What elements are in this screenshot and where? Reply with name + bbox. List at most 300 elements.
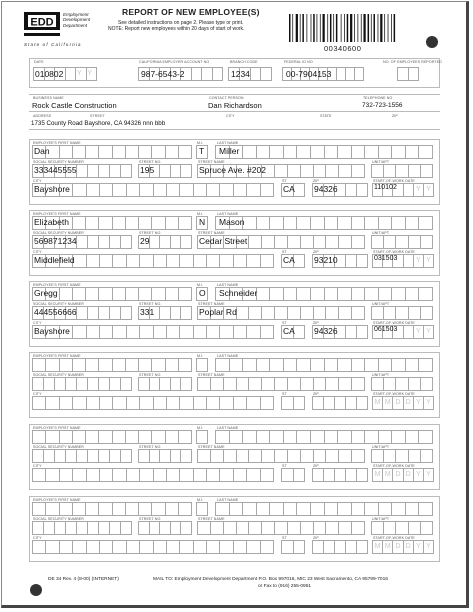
contact-value[interactable]: Dan Richardson (208, 101, 262, 110)
char-cell (334, 468, 345, 482)
street-name-value[interactable]: Poplar Rd (199, 307, 237, 317)
mi-value[interactable]: O (199, 288, 206, 298)
unit-boxes[interactable] (371, 449, 433, 462)
char-cell (408, 306, 420, 320)
street-number-label: STREET NO. (139, 445, 162, 449)
char-cell (120, 449, 132, 463)
zip-value[interactable]: 94326 (314, 184, 338, 194)
street-number-label: STREET NO. (139, 373, 162, 377)
char-cell (325, 377, 338, 391)
char-cell (403, 183, 413, 197)
char-cell (165, 358, 178, 372)
char-cell (256, 287, 270, 301)
street-name-value[interactable]: Spruce Ave. #202 (199, 165, 266, 175)
last-name-boxes[interactable] (215, 502, 433, 515)
char-cell (98, 377, 109, 391)
char-cell (206, 540, 219, 554)
char-cell (223, 521, 236, 535)
city-boxes[interactable] (32, 540, 274, 553)
char-cell (378, 430, 392, 444)
street-name-boxes[interactable] (197, 377, 365, 390)
char-cell (310, 358, 324, 372)
unit-boxes[interactable] (371, 306, 433, 319)
first-name-label: EMPLOYEE'S FIRST NAME (33, 354, 81, 358)
char-cell (120, 235, 132, 249)
city-value[interactable]: Bayshore (34, 326, 70, 336)
char-cell (260, 183, 274, 197)
char-cell (206, 325, 219, 339)
no-employees-boxes[interactable] (397, 67, 419, 80)
char-cell (87, 449, 98, 463)
char-cell (138, 287, 151, 301)
char-cell (126, 396, 139, 410)
last-name-label: LAST NAME (217, 141, 239, 145)
char-cell (210, 521, 223, 535)
telephone-value[interactable]: 732-723-1556 (362, 102, 403, 109)
char-cell: Y (423, 254, 434, 268)
char-cell (256, 216, 270, 230)
char-cell (153, 396, 166, 410)
char-cell (395, 449, 407, 463)
state-label: STATE (320, 114, 332, 118)
char-cell (179, 254, 192, 268)
mi-box[interactable] (196, 430, 208, 443)
city-value[interactable]: Bayshore (34, 184, 70, 194)
state-boxes[interactable] (281, 468, 305, 481)
char-cell (405, 502, 419, 516)
char-cell (300, 306, 313, 320)
char-cell (403, 325, 413, 339)
street-name-boxes[interactable] (197, 449, 365, 462)
char-cell (371, 235, 383, 249)
char-cell (313, 449, 326, 463)
char-cell: Y (413, 254, 423, 268)
char-cell (72, 358, 85, 372)
char-cell: Y (423, 183, 434, 197)
char-cell (139, 540, 152, 554)
char-cell (32, 449, 43, 463)
state-boxes[interactable] (281, 396, 305, 409)
char-cell (85, 145, 98, 159)
unit-boxes[interactable] (371, 164, 433, 177)
ssn-label: SOCIAL SECURITY NUMBER (33, 231, 84, 235)
char-cell (310, 502, 324, 516)
first-name-boxes[interactable] (32, 145, 192, 158)
char-cell (324, 287, 338, 301)
char-cell (72, 430, 85, 444)
street-name-boxes[interactable] (197, 521, 365, 534)
ca-account-value[interactable]: 987-6543-2 (141, 69, 185, 79)
last-name-boxes[interactable] (215, 216, 433, 229)
zip-boxes[interactable] (312, 396, 368, 409)
char-cell (138, 377, 149, 391)
char-cell: D (403, 468, 413, 482)
char-cell (345, 468, 356, 482)
mi-value[interactable]: T (199, 146, 205, 156)
street-number-boxes[interactable] (138, 377, 192, 390)
char-cell (112, 254, 125, 268)
last-name-label: LAST NAME (217, 354, 239, 358)
char-cell (43, 521, 54, 535)
start-date-value[interactable]: 031503 (374, 255, 398, 262)
first-name-boxes[interactable] (32, 430, 192, 443)
char-cell (351, 164, 365, 178)
zip-value[interactable]: 93210 (314, 255, 338, 265)
char-cell (112, 430, 125, 444)
char-cell (338, 306, 351, 320)
mi-box[interactable] (196, 502, 208, 515)
barcode-bar (307, 14, 308, 42)
fax: or Fax to (916) 255-0951 (258, 584, 312, 589)
char-cell (310, 145, 324, 159)
char-cell (246, 254, 259, 268)
char-cell (351, 377, 365, 391)
char-cell (32, 430, 45, 444)
street-name-label: STREET NAME (198, 517, 225, 521)
char-cell (248, 235, 261, 249)
char-cell (99, 540, 112, 554)
char-cell (98, 521, 109, 535)
char-cell (310, 430, 324, 444)
address-value[interactable]: 1735 County Road Bayshore, CA 94326 nnn bbb (31, 120, 166, 127)
registration-mark (426, 36, 438, 48)
char-cell (170, 377, 181, 391)
char-cell (178, 358, 192, 372)
char-cell (99, 468, 112, 482)
zip-value[interactable]: 94326 (314, 326, 338, 336)
barcode-bar (289, 14, 291, 42)
char-cell (43, 377, 54, 391)
char-cell (180, 235, 192, 249)
last-name-value[interactable]: Mason (219, 217, 245, 227)
char-cell (383, 164, 395, 178)
unit-boxes[interactable] (371, 377, 433, 390)
char-cell (420, 377, 433, 391)
last-name-value[interactable]: Miller (219, 146, 240, 156)
ssn-boxes[interactable] (32, 377, 132, 390)
char-cell (233, 183, 246, 197)
char-cell (112, 287, 125, 301)
char-cell (193, 396, 206, 410)
branch-label: BRANCH CODE (230, 60, 258, 64)
char-cell (338, 164, 351, 178)
char-cell (72, 396, 85, 410)
zip-label: ZIP (313, 321, 319, 325)
char-cell (112, 502, 125, 516)
char-cell (153, 325, 166, 339)
char-cell (126, 183, 139, 197)
char-cell (248, 306, 261, 320)
char-cell (246, 183, 259, 197)
agency-line: Development (63, 17, 91, 23)
char-cell (395, 377, 407, 391)
state-label: ST (282, 392, 287, 396)
char-cell (283, 358, 297, 372)
char-cell (246, 540, 259, 554)
char-cell (383, 306, 395, 320)
char-cell (233, 540, 246, 554)
char-cell (420, 449, 433, 463)
start-date-label: START-OF-WORK DATE (373, 321, 415, 325)
city-boxes[interactable] (32, 468, 274, 481)
barcode-bar (344, 14, 345, 42)
branch-value[interactable]: 1234 (231, 69, 250, 79)
char-cell (59, 145, 72, 159)
char-cell (178, 430, 192, 444)
char-cell (325, 449, 338, 463)
first-name-value[interactable]: Elizabeth (34, 217, 69, 227)
char-cell (351, 216, 365, 230)
char-cell (324, 430, 338, 444)
city-boxes[interactable] (32, 396, 274, 409)
first-name-boxes[interactable] (32, 358, 192, 371)
char-cell (269, 216, 283, 230)
barcode-bar (391, 14, 392, 42)
char-cell (54, 521, 65, 535)
start-date-value[interactable]: 061503 (374, 326, 398, 333)
char-cell (159, 164, 170, 178)
char-cell (293, 468, 306, 482)
char-cell (281, 396, 293, 410)
char-cell (165, 287, 178, 301)
char-cell (125, 502, 138, 516)
unit-boxes[interactable] (371, 521, 433, 534)
barcode-bar (327, 14, 328, 42)
char-cell (296, 358, 310, 372)
char-cell (418, 287, 433, 301)
ca-account-label: CALIFORNIA EMPLOYER ACCOUNT NO (139, 60, 210, 64)
char-cell (274, 521, 287, 535)
char-cell (248, 377, 261, 391)
char-cell (159, 377, 170, 391)
char-cell (274, 306, 287, 320)
char-cell (325, 164, 338, 178)
street-number-label: STREET NO. (139, 231, 162, 235)
ssn-value[interactable]: 569871234 (34, 236, 77, 246)
char-cell (383, 377, 395, 391)
state-boxes[interactable] (281, 540, 305, 553)
ssn-boxes[interactable] (32, 521, 132, 534)
city-value[interactable]: Middlefield (34, 255, 75, 265)
char-cell: D (392, 396, 402, 410)
city-label: CITY (33, 392, 42, 396)
char-cell (159, 235, 170, 249)
char-cell (405, 287, 419, 301)
first-name-label: EMPLOYEE'S FIRST NAME (33, 283, 81, 287)
barcode-bar (330, 14, 332, 42)
char-cell (323, 540, 334, 554)
char-cell (125, 358, 138, 372)
char-cell (86, 183, 99, 197)
last-name-boxes[interactable] (215, 430, 433, 443)
first-name-value[interactable]: Gregg (34, 288, 58, 298)
char-cell (256, 502, 270, 516)
char-cell (246, 325, 259, 339)
char-cell (151, 145, 164, 159)
barcode-bar (378, 14, 379, 42)
last-name-boxes[interactable] (215, 145, 433, 158)
char-cell (206, 254, 219, 268)
char-cell (391, 358, 405, 372)
city-label: CITY (226, 114, 235, 118)
char-cell (287, 377, 300, 391)
ssn-value[interactable]: 444556666 (34, 307, 77, 317)
barcode-bar (311, 14, 312, 42)
mi-box[interactable] (196, 358, 208, 371)
date-value[interactable]: 010802 (35, 69, 64, 79)
street-number-value[interactable]: 195 (140, 165, 155, 175)
char-cell (166, 183, 179, 197)
char-cell (126, 468, 139, 482)
char-cell (371, 449, 383, 463)
char-cell (139, 183, 152, 197)
unit-label: UNIT/APT (372, 445, 390, 449)
fein-value[interactable]: 00-7904153 (286, 69, 332, 79)
char-cell (325, 521, 338, 535)
char-cell (418, 216, 433, 230)
state-value[interactable]: CA (283, 255, 295, 265)
mi-label: M.I. (197, 498, 204, 502)
state-value[interactable]: CA (283, 184, 295, 194)
char-cell (109, 521, 120, 535)
char-cell (197, 377, 210, 391)
char-cell (219, 325, 232, 339)
char-cell (296, 502, 310, 516)
char-cell: M (382, 468, 392, 482)
state-line: State of California (24, 42, 82, 47)
char-cell (364, 502, 378, 516)
char-cell (179, 396, 192, 410)
contact-label: CONTACT PERSON (209, 96, 244, 100)
street-name-value[interactable]: Cedar Street (199, 236, 248, 246)
char-cell (109, 164, 120, 178)
unit-boxes[interactable] (371, 235, 433, 248)
char-cell (337, 502, 351, 516)
char-cell: Y (413, 396, 423, 410)
no-employees-label: NO. OF EMPLOYEES REPORTED (383, 60, 442, 64)
char-cell (210, 377, 223, 391)
barcode-bar (368, 14, 370, 42)
char-cell (312, 540, 323, 554)
char-cell (345, 540, 356, 554)
street-name-label: STREET NAME (198, 373, 225, 377)
char-cell (256, 430, 270, 444)
state-value[interactable]: CA (283, 326, 295, 336)
char-cell (351, 502, 365, 516)
char-cell (313, 377, 326, 391)
char-cell (72, 216, 85, 230)
char-cell: M (382, 396, 392, 410)
char-cell (391, 287, 405, 301)
char-cell: D (403, 396, 413, 410)
last-name-label: LAST NAME (217, 498, 239, 502)
char-cell (32, 358, 45, 372)
last-name-value[interactable]: Schneider (219, 288, 258, 298)
street-number-boxes[interactable] (138, 521, 192, 534)
char-cell (408, 377, 420, 391)
char-cell (383, 235, 395, 249)
street-number-boxes[interactable] (138, 449, 192, 462)
street-number-value[interactable]: 331 (140, 307, 155, 317)
char-cell (72, 183, 85, 197)
char-cell (180, 164, 192, 178)
city-label: CITY (33, 321, 42, 325)
form-title: REPORT OF NEW EMPLOYEE(S) (122, 7, 260, 17)
char-cell (180, 449, 192, 463)
char-cell (112, 358, 125, 372)
char-cell (165, 502, 178, 516)
char-cell (98, 235, 109, 249)
start-date-boxes[interactable] (372, 396, 434, 409)
char-cell (125, 287, 138, 301)
char-cell (139, 254, 152, 268)
start-date-boxes[interactable] (372, 468, 434, 481)
char-cell (215, 358, 229, 372)
barcode-bar (363, 14, 365, 42)
char-cell (112, 216, 125, 230)
char-cell (351, 449, 365, 463)
start-date-value[interactable]: 110102 (374, 184, 397, 191)
char-cell (151, 502, 164, 516)
state-label: ST (282, 464, 287, 468)
char-cell (170, 449, 181, 463)
char-cell (242, 358, 256, 372)
char-cell (345, 183, 356, 197)
last-name-boxes[interactable] (215, 358, 433, 371)
char-cell (180, 377, 192, 391)
char-cell (99, 183, 112, 197)
char-cell (59, 502, 72, 516)
char-cell (233, 254, 246, 268)
char-cell (166, 325, 179, 339)
business-name-value[interactable]: Rock Castle Construction (32, 101, 117, 110)
char-cell (274, 449, 287, 463)
char-cell (351, 235, 365, 249)
char-cell (159, 521, 170, 535)
char-cell (338, 521, 351, 535)
barcode-bar (384, 14, 385, 42)
char-cell (310, 287, 324, 301)
ssn-value[interactable]: 333445555 (34, 165, 77, 175)
mi-value[interactable]: N (199, 217, 206, 227)
char-cell (125, 430, 138, 444)
first-name-value[interactable]: Dan (34, 146, 50, 156)
street-number-value[interactable]: 29 (140, 236, 150, 246)
start-date-boxes[interactable] (372, 540, 434, 553)
char-cell (179, 183, 192, 197)
zip-boxes[interactable] (312, 540, 368, 553)
char-cell (242, 502, 256, 516)
ssn-boxes[interactable] (32, 449, 132, 462)
char-cell: Y (413, 325, 423, 339)
char-cell: Y (423, 468, 434, 482)
char-cell (351, 521, 365, 535)
char-cell (242, 145, 256, 159)
char-cell: D (392, 468, 402, 482)
zip-boxes[interactable] (312, 468, 368, 481)
char-cell (351, 306, 365, 320)
first-name-boxes[interactable] (32, 502, 192, 515)
char-cell (269, 358, 283, 372)
char-cell (313, 306, 326, 320)
char-cell (371, 164, 383, 178)
mi-label: M.I. (197, 426, 204, 430)
char-cell (193, 468, 206, 482)
char-cell (269, 430, 283, 444)
barcode-bar (358, 14, 359, 42)
char-cell (338, 449, 351, 463)
char-cell (98, 430, 111, 444)
